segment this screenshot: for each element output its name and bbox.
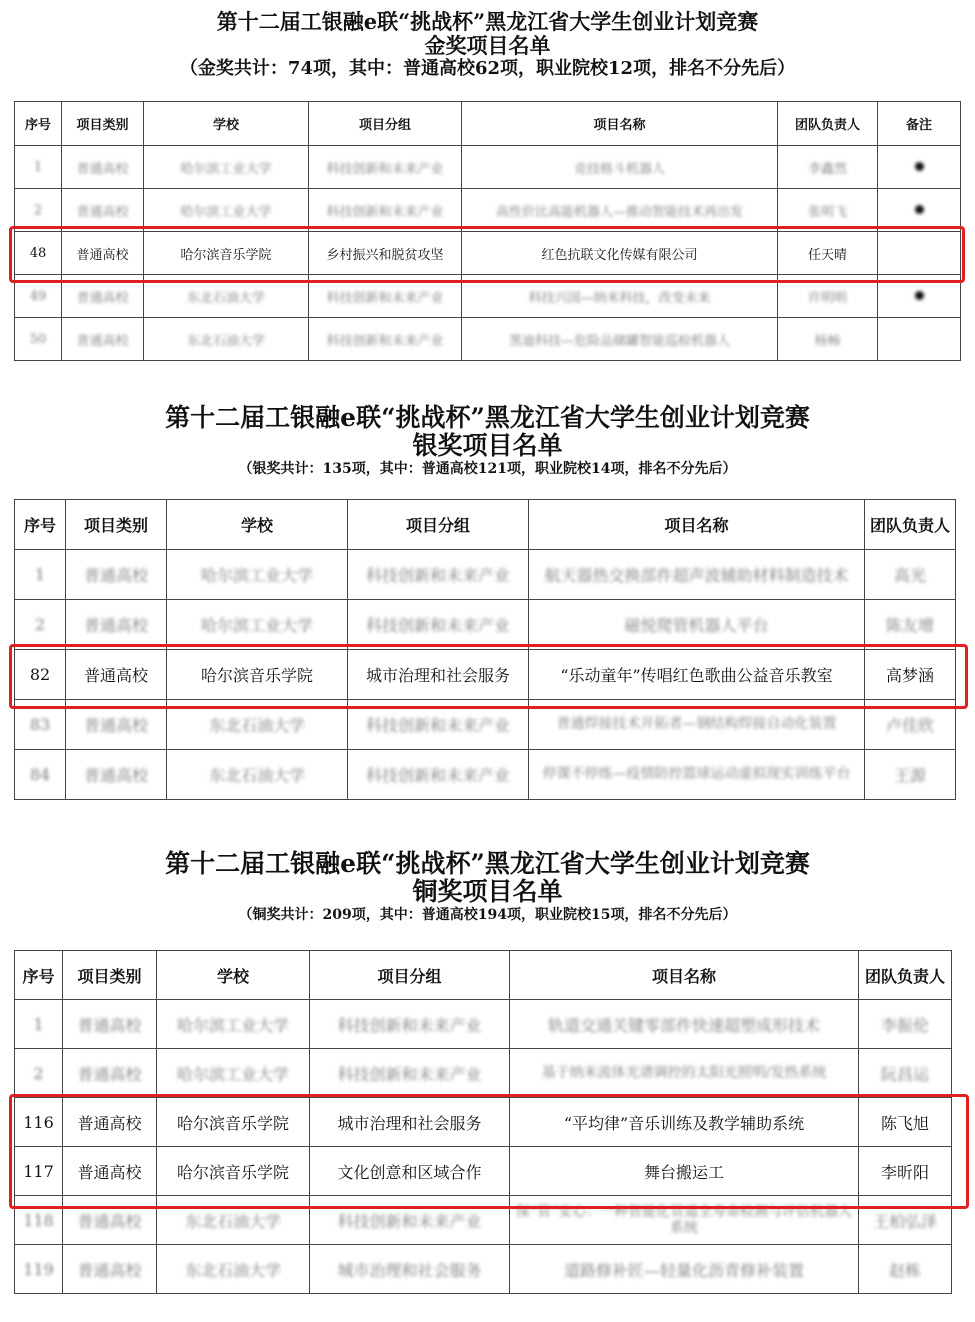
col-header-school: 学校 bbox=[144, 102, 309, 146]
row-school: 东北石油大学 bbox=[144, 275, 309, 318]
row-category: 普通高校 bbox=[66, 600, 167, 650]
row-project: 舞台搬运工 bbox=[510, 1147, 859, 1196]
row-project: 航天器热交换部件超声波辅助材料制造技术 bbox=[529, 550, 865, 600]
row-category: 普通高校 bbox=[66, 550, 167, 600]
row-no: 116 bbox=[15, 1098, 63, 1147]
silver-section bbox=[0, 404, 975, 478]
row-project: 科技兴国—纳米科技，改变未来 bbox=[462, 275, 778, 318]
col-header-no: 序号 bbox=[15, 951, 63, 1000]
row-project: 保“管”安心：一种智能化管道全寿命检测与评估机器人系统 bbox=[510, 1196, 859, 1245]
table-row bbox=[15, 600, 956, 650]
row-group: 科技创新和未来产业 bbox=[309, 275, 462, 318]
row-school: 哈尔滨工业大学 bbox=[157, 1000, 310, 1049]
table-row bbox=[15, 1245, 952, 1294]
row-school: 东北石油大学 bbox=[144, 318, 309, 361]
gold-table bbox=[14, 101, 961, 361]
gold-subtitle: 金奖项目名单 bbox=[424, 32, 551, 58]
row-school: 东北石油大学 bbox=[157, 1196, 310, 1245]
silver-header-row bbox=[15, 500, 956, 550]
table-row bbox=[15, 1196, 952, 1245]
row-school: 哈尔滨工业大学 bbox=[144, 189, 309, 232]
row-project: 道路修补匠—轻量化沥青修补装置 bbox=[510, 1245, 859, 1294]
bronze-header-row bbox=[15, 951, 952, 1000]
row-project: 普通焊接技术开拓者—钢结构焊接自动化装置 bbox=[529, 700, 865, 750]
row-leader: 许明明 bbox=[778, 275, 878, 318]
row-project: 黑迪科技—危险品储罐智能巡检机器人 bbox=[462, 318, 778, 361]
row-note bbox=[878, 232, 961, 275]
col-header-leader: 团队负责人 bbox=[859, 951, 952, 1000]
col-header-school: 学校 bbox=[157, 951, 310, 1000]
row-project: “平均律”音乐训练及教学辅助系统 bbox=[510, 1098, 859, 1147]
col-header-no: 序号 bbox=[15, 500, 66, 550]
table-row bbox=[15, 1049, 952, 1098]
row-group: 科技创新和未来产业 bbox=[310, 1000, 510, 1049]
row-group: 城市治理和社会服务 bbox=[310, 1098, 510, 1147]
row-no: 1 bbox=[15, 146, 62, 189]
row-school: 哈尔滨工业大学 bbox=[144, 146, 309, 189]
row-project: 磁悦爬管机器人平台 bbox=[529, 600, 865, 650]
row-leader: 张明飞 bbox=[778, 189, 878, 232]
row-school: 哈尔滨音乐学院 bbox=[157, 1098, 310, 1147]
silver-summary: （银奖共计：135项，其中：普通高校121项，职业院校14项，排名不分先后） bbox=[238, 461, 737, 477]
row-group: 科技创新和未来产业 bbox=[309, 146, 462, 189]
row-leader: 王源 bbox=[865, 750, 956, 800]
col-header-group: 项目分组 bbox=[309, 102, 462, 146]
col-header-group: 项目分组 bbox=[310, 951, 510, 1000]
row-no: 1 bbox=[15, 550, 66, 600]
col-header-leader: 团队负责人 bbox=[865, 500, 956, 550]
silver-title: 第十二届工银融e联“挑战杯”黑龙江省大学生创业计划竞赛 bbox=[165, 403, 810, 432]
row-project: 竞技格斗机器人 bbox=[462, 146, 778, 189]
table-row-highlighted bbox=[15, 1098, 952, 1147]
table-row bbox=[15, 275, 961, 318]
row-leader: 王柏弘泽 bbox=[859, 1196, 952, 1245]
table-row-highlighted bbox=[15, 650, 956, 700]
row-leader: 阮昌运 bbox=[859, 1049, 952, 1098]
col-header-category: 项目类别 bbox=[62, 102, 144, 146]
row-category: 普通高校 bbox=[62, 189, 144, 232]
row-leader: 高梦涵 bbox=[865, 650, 956, 700]
col-header-category: 项目类别 bbox=[66, 500, 167, 550]
row-group: 科技创新和未来产业 bbox=[348, 550, 529, 600]
row-leader: 卢佳欣 bbox=[865, 700, 956, 750]
row-no: 2 bbox=[15, 1049, 63, 1098]
row-no: 49 bbox=[15, 275, 62, 318]
col-header-group: 项目分组 bbox=[348, 500, 529, 550]
gold-title: 第十二届工银融e联“挑战杯”黑龙江省大学生创业计划竞赛 bbox=[216, 9, 759, 34]
row-school: 哈尔滨工业大学 bbox=[157, 1049, 310, 1098]
col-header-project: 项目名称 bbox=[510, 951, 859, 1000]
star-mark-icon bbox=[915, 291, 924, 300]
row-school: 东北石油大学 bbox=[157, 1245, 310, 1294]
gold-summary: （金奖共计：74项，其中：普通高校62项，职业院校12项，排名不分先后） bbox=[179, 58, 796, 80]
row-category: 普通高校 bbox=[63, 1245, 157, 1294]
row-project: 轨道交通关键零部件快速超塑成形技术 bbox=[510, 1000, 859, 1049]
silver-table bbox=[14, 499, 956, 800]
row-group: 乡村振兴和脱贫攻坚 bbox=[309, 232, 462, 275]
row-note bbox=[878, 146, 961, 189]
row-note bbox=[878, 189, 961, 232]
bronze-section bbox=[0, 850, 975, 924]
gold-section bbox=[0, 10, 975, 79]
table-row-highlighted bbox=[15, 1147, 952, 1196]
row-leader: 任天晴 bbox=[778, 232, 878, 275]
row-leader: 陈飞旭 bbox=[859, 1098, 952, 1147]
row-school: 哈尔滨音乐学院 bbox=[144, 232, 309, 275]
row-leader: 李鑫然 bbox=[778, 146, 878, 189]
table-row bbox=[15, 700, 956, 750]
row-no: 2 bbox=[15, 600, 66, 650]
row-school: 东北石油大学 bbox=[167, 750, 348, 800]
row-category: 普通高校 bbox=[66, 650, 167, 700]
row-category: 普通高校 bbox=[63, 1098, 157, 1147]
row-leader: 赵栋 bbox=[859, 1245, 952, 1294]
row-no: 82 bbox=[15, 650, 66, 700]
row-category: 普通高校 bbox=[62, 146, 144, 189]
row-leader: 杨畅 bbox=[778, 318, 878, 361]
table-row bbox=[15, 750, 956, 800]
row-leader: 李昕阳 bbox=[859, 1147, 952, 1196]
row-project: 停课不停练—疫情防控篮球运动虚拟现实训练平台 bbox=[529, 750, 865, 800]
table-row bbox=[15, 318, 961, 361]
row-group: 科技创新和未来产业 bbox=[348, 700, 529, 750]
col-header-school: 学校 bbox=[167, 500, 348, 550]
row-group: 文化创意和区域合作 bbox=[310, 1147, 510, 1196]
row-project: 基于纳米流体光谱调控的太阳光照明/发热系统 bbox=[510, 1049, 859, 1098]
silver-subtitle: 银奖项目名单 bbox=[412, 431, 563, 460]
row-category: 普通高校 bbox=[63, 1049, 157, 1098]
bronze-summary: （铜奖共计：209项，其中：普通高校194项，职业院校15项，排名不分先后） bbox=[238, 907, 737, 923]
row-group: 城市治理和社会服务 bbox=[310, 1245, 510, 1294]
table-row bbox=[15, 146, 961, 189]
row-group: 科技创新和未来产业 bbox=[310, 1196, 510, 1245]
row-no: 119 bbox=[15, 1245, 63, 1294]
row-category: 普通高校 bbox=[62, 318, 144, 361]
row-no: 1 bbox=[15, 1000, 63, 1049]
row-category: 普通高校 bbox=[63, 1196, 157, 1245]
col-header-no: 序号 bbox=[15, 102, 62, 146]
row-category: 普通高校 bbox=[66, 700, 167, 750]
row-leader: 高光 bbox=[865, 550, 956, 600]
row-category: 普通高校 bbox=[63, 1000, 157, 1049]
col-header-project: 项目名称 bbox=[529, 500, 865, 550]
row-category: 普通高校 bbox=[62, 232, 144, 275]
row-project: 红色抗联文化传媒有限公司 bbox=[462, 232, 778, 275]
row-group: 科技创新和未来产业 bbox=[348, 600, 529, 650]
row-note bbox=[878, 275, 961, 318]
row-no: 48 bbox=[15, 232, 62, 275]
row-group: 科技创新和未来产业 bbox=[310, 1049, 510, 1098]
bronze-table bbox=[14, 950, 952, 1294]
table-row bbox=[15, 189, 961, 232]
row-school: 哈尔滨音乐学院 bbox=[157, 1147, 310, 1196]
row-leader: 李振伦 bbox=[859, 1000, 952, 1049]
bronze-title: 第十二届工银融e联“挑战杯”黑龙江省大学生创业计划竞赛 bbox=[165, 849, 810, 878]
col-header-note: 备注 bbox=[878, 102, 961, 146]
row-no: 118 bbox=[15, 1196, 63, 1245]
row-category: 普通高校 bbox=[62, 275, 144, 318]
row-school: 哈尔滨工业大学 bbox=[167, 600, 348, 650]
row-project: “乐动童年”传唱红色歌曲公益音乐教室 bbox=[529, 650, 865, 700]
row-group: 城市治理和社会服务 bbox=[348, 650, 529, 700]
row-project: 高性价比高能机器人—推动智能技术再出发 bbox=[462, 189, 778, 232]
row-school: 哈尔滨工业大学 bbox=[167, 550, 348, 600]
row-category: 普通高校 bbox=[63, 1147, 157, 1196]
gold-header-row bbox=[15, 102, 961, 146]
col-header-project: 项目名称 bbox=[462, 102, 778, 146]
row-category: 普通高校 bbox=[66, 750, 167, 800]
row-school: 哈尔滨音乐学院 bbox=[167, 650, 348, 700]
table-row bbox=[15, 550, 956, 600]
star-mark-icon bbox=[915, 205, 924, 214]
row-no: 117 bbox=[15, 1147, 63, 1196]
row-leader: 陈友增 bbox=[865, 600, 956, 650]
row-group: 科技创新和未来产业 bbox=[348, 750, 529, 800]
row-note bbox=[878, 318, 961, 361]
row-no: 83 bbox=[15, 700, 66, 750]
row-group: 科技创新和未来产业 bbox=[309, 318, 462, 361]
col-header-leader: 团队负责人 bbox=[778, 102, 878, 146]
table-row-highlighted bbox=[15, 232, 961, 275]
row-no: 50 bbox=[15, 318, 62, 361]
row-school: 东北石油大学 bbox=[167, 700, 348, 750]
col-header-category: 项目类别 bbox=[63, 951, 157, 1000]
row-no: 84 bbox=[15, 750, 66, 800]
row-group: 科技创新和未来产业 bbox=[309, 189, 462, 232]
bronze-subtitle: 铜奖项目名单 bbox=[412, 877, 563, 906]
row-no: 2 bbox=[15, 189, 62, 232]
table-row bbox=[15, 1000, 952, 1049]
star-mark-icon bbox=[915, 162, 924, 171]
